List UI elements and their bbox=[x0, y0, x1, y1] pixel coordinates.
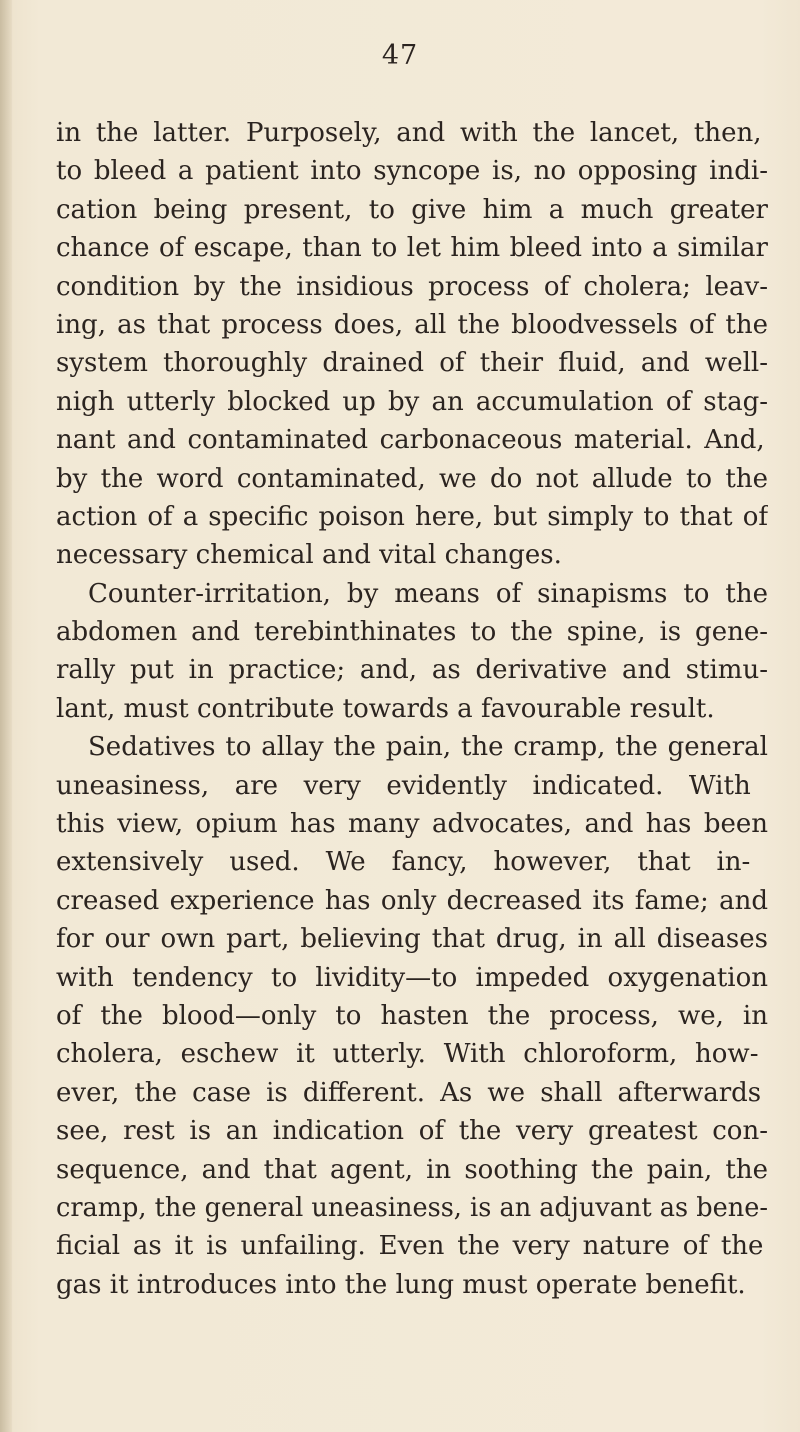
text-line: Counter-irritation, by means of sinapisms to the bbox=[88, 578, 768, 609]
text-line: see, rest is an indication of the very greatest con- bbox=[56, 1116, 768, 1147]
text-line: abdomen and terebinthinates to the spine, is gene- bbox=[56, 617, 768, 648]
text-line: necessary chemical and vital changes. bbox=[56, 540, 562, 571]
page-number: 47 bbox=[381, 40, 419, 71]
text-line: action of a specific poison here, but simply to that of bbox=[56, 501, 768, 532]
binding-shadow bbox=[0, 0, 12, 1432]
text-line: condition by the insidious process of cholera; leav- bbox=[56, 271, 768, 302]
text-line: lant, must contribute towards a favourable result. bbox=[56, 693, 715, 724]
text-line: cramp, the general uneasiness, is an adjuvant as bene- bbox=[56, 1192, 768, 1223]
text-line: with tendency to lividity—to impeded oxygenation bbox=[56, 962, 768, 993]
text-line: creased experience has only decreased its fame; and bbox=[56, 885, 768, 916]
text-line: Sedatives to allay the pain, the cramp, the general bbox=[88, 732, 768, 763]
text-line: cholera, eschew it utterly. With chloroform, how- bbox=[56, 1039, 759, 1070]
text-line: cation being present, to give him a much greater bbox=[56, 194, 768, 225]
text-line: nigh utterly blocked up by an accumulation of stag- bbox=[56, 386, 768, 417]
text-line: in the latter. Purposely, and with the lancet, then, bbox=[56, 118, 762, 148]
text-line: nant and contaminated carbonaceous material. And, bbox=[56, 425, 765, 456]
text-line: chance of escape, than to let him bleed into a similar bbox=[56, 233, 768, 264]
text-line: system thoroughly drained of their fluid, and well- bbox=[56, 348, 768, 379]
text-line: by the word contaminated, we do not allude to the bbox=[56, 463, 768, 494]
text-line: this view, opium has many advocates, and has been bbox=[56, 809, 768, 840]
text-line: rally put in practice; and, as derivative and stimu- bbox=[56, 655, 768, 686]
body-text bbox=[56, 114, 768, 1304]
text-line: ing, as that process does, all the bloodvessels of the bbox=[56, 309, 768, 340]
text-line: of the blood—only to hasten the process, we, in bbox=[56, 1000, 768, 1031]
text-line: for our own part, believing that drug, in all diseases bbox=[56, 924, 768, 955]
text-line: uneasiness, are very evidently indicated. With bbox=[56, 770, 751, 801]
text-line: ficial as it is unfailing. Even the very nature of the bbox=[56, 1231, 764, 1262]
text-line: gas it introduces into the lung must operate benefit. bbox=[56, 1269, 746, 1300]
text-line: to bleed a patient into syncope is, no opposing indi- bbox=[56, 156, 768, 187]
text-line: ever, the case is different. As we shall afterwards bbox=[56, 1077, 762, 1108]
text-line: sequence, and that agent, in soothing the pain, the bbox=[56, 1154, 768, 1185]
text-line: extensively used. We fancy, however, that in- bbox=[56, 847, 751, 878]
